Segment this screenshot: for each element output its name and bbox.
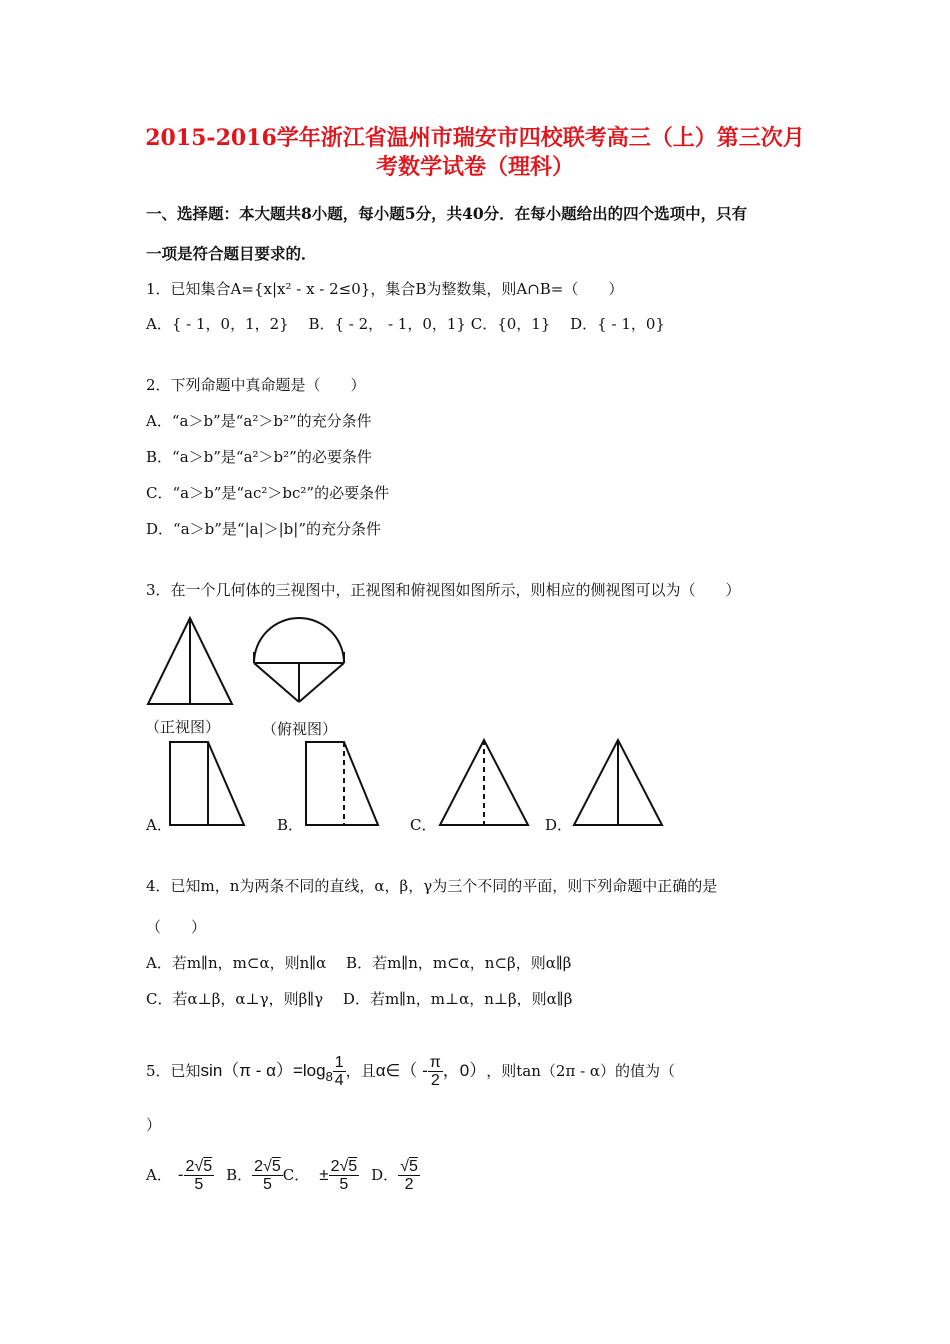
q5-option-c-sign: ±: [319, 1165, 329, 1184]
q5-option-a-fraction: $\frac{2√5}{5}$: [185, 1157, 213, 1193]
top-view-figure: [252, 614, 346, 708]
q5-b-coef: 2: [254, 1157, 264, 1175]
q5-a-coef: 2: [185, 1157, 195, 1175]
paper-title-line2: 考数学试卷（理科）: [375, 154, 574, 180]
q5-pi-num: π: [429, 1053, 441, 1071]
q5-option-b-fraction: $\frac{2√5}{5}$: [254, 1157, 281, 1193]
front-view-caption: （正视图）: [145, 719, 221, 736]
q5-a-root: 5: [203, 1157, 213, 1175]
q3-option-a-figure: [168, 740, 248, 828]
paper-title-line1: 2015-2016学年浙江省温州市瑞安市四校联考高三（上）第三次月: [145, 125, 805, 151]
q1-options: A．{ - 1，0，1，2} B．{ - 2， - 1，0，1} C．{0，1} D．{ - 1，0}: [146, 315, 665, 333]
q5-a-den: 5: [194, 1175, 204, 1193]
q3-stem: 3．在一个几何体的三视图中，正视图和俯视图如图所示，则相应的侧视图可以为（ ）: [146, 581, 741, 599]
q5-option-c-label: C．: [282, 1166, 310, 1184]
q5-close-paren: ）: [146, 1116, 162, 1134]
q2-option-b: B．“a＞b”是“a²＞b²”的必要条件: [146, 448, 372, 466]
q5-pi-den: 2: [430, 1071, 440, 1089]
q5-d-den: 2: [404, 1175, 414, 1193]
q5-b-den: 5: [262, 1175, 272, 1193]
q5-option-a-sign: -: [177, 1165, 184, 1184]
q5-log-base: 8: [325, 1069, 333, 1084]
q5-alpha-in: α∈（ -: [375, 1061, 428, 1080]
q5-fraction: [333, 1054, 346, 1089]
q4-options-ab: A．若m∥n，m⊂α，则n∥α B．若m∥n，m⊂α，n⊂β，则α∥β: [146, 954, 572, 972]
q3-option-a-label: A．: [146, 816, 172, 834]
q3-option-d-figure: [572, 738, 664, 828]
q2-option-d: D．“a＞b”是“|a|＞|b|”的充分条件: [146, 520, 382, 538]
q5-option-d-label: D．: [371, 1166, 399, 1184]
q5-sin-expr: sin（π - α）=log: [200, 1061, 326, 1080]
q5-suffix: ，则tan（2π - α）的值为（: [486, 1062, 676, 1080]
top-view-caption: （俯视图）: [262, 721, 338, 738]
q3-option-c-figure: [438, 738, 530, 828]
q5-prefix: 5．已知: [146, 1062, 201, 1080]
q5-d-root: 5: [408, 1157, 418, 1175]
q5-option-a-label: A．: [146, 1166, 172, 1184]
q2-stem: 2．下列命题中真命题是（ ）: [146, 376, 366, 394]
q5-option-d-fraction: $\frac{√5}{2}$: [400, 1157, 418, 1193]
q5-fraction-num: 1: [334, 1053, 344, 1071]
q2-option-c: C．“a＞b”是“ac²＞bc²”的必要条件: [146, 484, 390, 502]
q5-options: [146, 1152, 420, 1198]
q3-option-c-label: C．: [410, 816, 437, 834]
q5-c-root: 5: [348, 1157, 358, 1175]
q3-option-b-label: B．: [277, 816, 304, 834]
q5-pi-fraction: [428, 1054, 443, 1089]
q4-paren: （ ）: [146, 918, 207, 936]
q5-mid: ，且: [345, 1062, 376, 1080]
q5-c-coef: 2: [330, 1157, 340, 1175]
q5-stem: [146, 1048, 675, 1094]
q5-c-den: 5: [339, 1175, 349, 1193]
q1-stem: 1．已知集合A={x|x² - x - 2≤0}，集合B为整数集，则A∩B=（ ）: [146, 280, 624, 298]
q4-options-cd: C．若α⊥β，α⊥γ，则β∥γ D．若m∥n，m⊥α，n⊥β，则α∥β: [146, 990, 573, 1008]
q5-fraction-den: 4: [334, 1071, 344, 1089]
q2-option-a: A．“a＞b”是“a²＞b²”的充分条件: [146, 412, 372, 430]
section-heading-line2: 一项是符合题目要求的．: [146, 244, 317, 263]
q5-b-root: 5: [271, 1157, 281, 1175]
front-view-figure: [146, 616, 236, 706]
q5-option-b-label: B．: [226, 1166, 253, 1184]
q4-stem: 4．已知m，n为两条不同的直线，α，β，γ为三个不同的平面，则下列命题中正确的是: [146, 877, 718, 895]
q5-option-c-fraction: $\frac{2√5}{5}$: [330, 1157, 358, 1193]
section-heading-line1: 一、选择题：本大题共8小题，每小题5分，共40分．在每小题给出的四个选项中，只有: [146, 204, 748, 223]
q3-option-b-figure: [304, 740, 384, 828]
q3-option-d-label: D．: [545, 816, 573, 834]
q5-zero: ，0）: [442, 1061, 487, 1080]
